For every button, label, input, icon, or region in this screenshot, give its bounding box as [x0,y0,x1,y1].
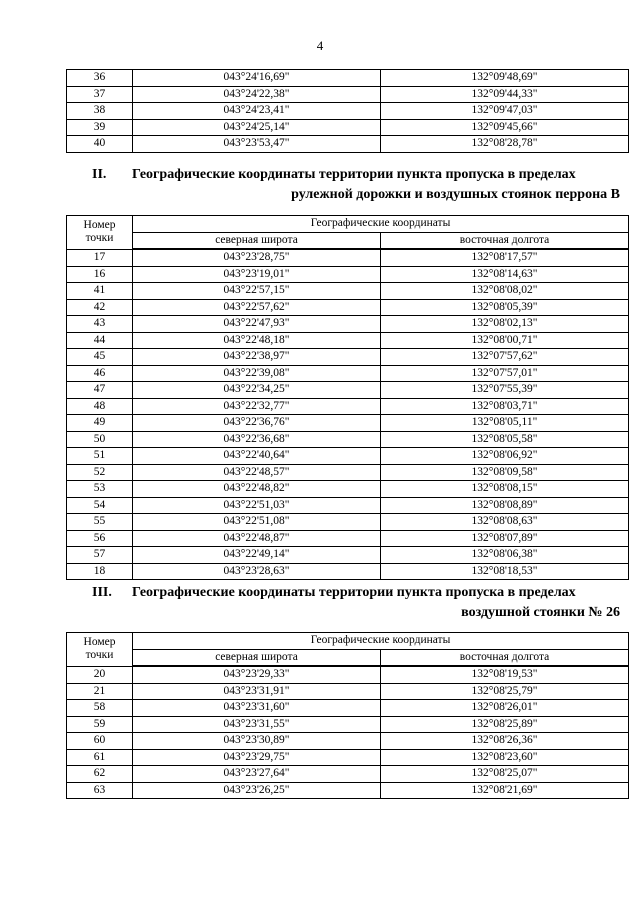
longitude-cell: 132°08'19,53" [381,666,629,683]
table-row [67,700,629,717]
latitude-cell: 043°23'31,55" [133,716,381,733]
latitude-cell: 043°22'40,64" [133,448,381,465]
latitude-cell: 043°22'48,82" [133,481,381,498]
point-number-cell: 58 [67,700,133,717]
latitude-cell: 043°24'25,14" [133,119,381,136]
table-row [67,398,629,415]
latitude-cell: 043°22'38,97" [133,349,381,366]
header-num-line1: Номер [83,636,116,649]
point-number-cell: 20 [67,666,133,683]
header-num-line1: Номер [83,219,116,232]
latitude-cell: 043°22'48,57" [133,464,381,481]
latitude-cell: 043°22'39,08" [133,365,381,382]
header-longitude: восточная долгота [381,232,629,249]
longitude-cell: 132°08'25,89" [381,716,629,733]
table-row [67,249,629,266]
table-row [67,547,629,564]
point-number-cell: 46 [67,365,133,382]
latitude-cell: 043°22'48,18" [133,332,381,349]
table-row [67,782,629,799]
table-row [67,349,629,366]
header-point-number [67,216,133,250]
point-number-cell: 49 [67,415,133,432]
longitude-cell: 132°08'25,07" [381,766,629,783]
point-number-cell: 54 [67,497,133,514]
table-row [67,497,629,514]
longitude-cell: 132°09'47,03" [381,103,629,120]
longitude-cell: 132°08'05,39" [381,299,629,316]
longitude-cell: 132°08'06,92" [381,448,629,465]
longitude-cell: 132°08'18,53" [381,563,629,580]
latitude-cell: 043°22'32,77" [133,398,381,415]
table-row [67,481,629,498]
longitude-cell: 132°08'00,71" [381,332,629,349]
section-title-line2: рулежной дорожки и воздушных стоянок перрона В [291,187,620,202]
latitude-cell: 043°24'22,38" [133,86,381,103]
header-num-line2: точки [85,649,114,662]
coordinates-table-continued [66,69,629,153]
point-number-cell: 63 [67,782,133,799]
latitude-cell: 043°23'28,75" [133,249,381,266]
latitude-cell: 043°22'57,62" [133,299,381,316]
longitude-cell: 132°08'17,57" [381,249,629,266]
longitude-cell: 132°08'23,60" [381,749,629,766]
table-row [67,86,629,103]
point-number-cell: 21 [67,683,133,700]
table-row [67,299,629,316]
point-number-cell: 17 [67,249,133,266]
table-body [67,249,629,580]
table-row [67,332,629,349]
section-title-line1: Географические координаты территории пункта пропуска в пределах [132,167,576,182]
longitude-cell: 132°08'08,89" [381,497,629,514]
latitude-cell: 043°22'34,25" [133,382,381,399]
header-num-line2: точки [85,232,114,245]
table-row [67,136,629,153]
longitude-cell: 132°07'57,01" [381,365,629,382]
point-number-cell: 44 [67,332,133,349]
point-number-cell: 55 [67,514,133,531]
longitude-cell: 132°08'02,13" [381,316,629,333]
page-number: 4 [316,38,324,53]
table-row [67,415,629,432]
latitude-cell: 043°22'49,14" [133,547,381,564]
latitude-cell: 043°22'36,68" [133,431,381,448]
table-row [67,431,629,448]
point-number-cell: 56 [67,530,133,547]
table-row [67,530,629,547]
table-row [67,563,629,580]
table-row [67,365,629,382]
table-row [67,514,629,531]
header-latitude: северная широта [133,649,381,666]
point-number-cell: 41 [67,283,133,300]
longitude-cell: 132°08'21,69" [381,782,629,799]
longitude-cell: 132°09'45,66" [381,119,629,136]
latitude-cell: 043°22'47,93" [133,316,381,333]
table-row [67,666,629,683]
point-number-cell: 50 [67,431,133,448]
longitude-cell: 132°09'44,33" [381,86,629,103]
longitude-cell: 132°08'09,58" [381,464,629,481]
latitude-cell: 043°23'27,64" [133,766,381,783]
latitude-cell: 043°23'53,47" [133,136,381,153]
table-header [67,216,629,250]
table-header [67,633,629,667]
header-latitude: северная широта [133,232,381,249]
section-number: II. [92,167,107,182]
longitude-cell: 132°08'06,38" [381,547,629,564]
header-point-number [67,633,133,667]
point-number-cell: 62 [67,766,133,783]
latitude-cell: 043°23'29,75" [133,749,381,766]
table-row [67,283,629,300]
latitude-cell: 043°24'16,69" [133,70,381,87]
point-number-cell: 36 [67,70,133,87]
table-row [67,766,629,783]
longitude-cell: 132°09'48,69" [381,70,629,87]
table-body [67,666,629,799]
latitude-cell: 043°23'29,33" [133,666,381,683]
latitude-cell: 043°22'51,08" [133,514,381,531]
header-geo-coordinates: Географические координаты [133,633,629,650]
longitude-cell: 132°08'28,78" [381,136,629,153]
point-number-cell: 52 [67,464,133,481]
section-title-line1: Географические координаты территории пункта пропуска в пределах [132,585,576,600]
latitude-cell: 043°23'31,60" [133,700,381,717]
table-row [67,749,629,766]
point-number-cell: 47 [67,382,133,399]
longitude-cell: 132°08'08,15" [381,481,629,498]
point-number-cell: 53 [67,481,133,498]
longitude-cell: 132°08'14,63" [381,266,629,283]
longitude-cell: 132°07'57,62" [381,349,629,366]
latitude-cell: 043°22'51,03" [133,497,381,514]
table-body [67,70,629,153]
table-row [67,70,629,87]
table-row [67,464,629,481]
longitude-cell: 132°08'25,79" [381,683,629,700]
point-number-cell: 40 [67,136,133,153]
latitude-cell: 043°23'26,25" [133,782,381,799]
latitude-cell: 043°23'30,89" [133,733,381,750]
point-number-cell: 51 [67,448,133,465]
point-number-cell: 48 [67,398,133,415]
latitude-cell: 043°24'23,41" [133,103,381,120]
table-row [67,733,629,750]
longitude-cell: 132°08'08,02" [381,283,629,300]
table-row [67,266,629,283]
point-number-cell: 45 [67,349,133,366]
point-number-cell: 42 [67,299,133,316]
section-number: III. [92,585,112,600]
point-number-cell: 37 [67,86,133,103]
longitude-cell: 132°08'26,01" [381,700,629,717]
longitude-cell: 132°08'26,36" [381,733,629,750]
point-number-cell: 60 [67,733,133,750]
point-number-cell: 57 [67,547,133,564]
longitude-cell: 132°08'08,63" [381,514,629,531]
point-number-cell: 38 [67,103,133,120]
point-number-cell: 59 [67,716,133,733]
section-title-line2: воздушной стоянки № 26 [461,605,620,620]
table-row [67,316,629,333]
point-number-cell: 61 [67,749,133,766]
table-row [67,716,629,733]
point-number-cell: 43 [67,316,133,333]
latitude-cell: 043°22'57,15" [133,283,381,300]
longitude-cell: 132°07'55,39" [381,382,629,399]
coordinates-table-perron-b [66,215,629,580]
latitude-cell: 043°23'28,63" [133,563,381,580]
longitude-cell: 132°08'07,89" [381,530,629,547]
table-row [67,683,629,700]
point-number-cell: 18 [67,563,133,580]
latitude-cell: 043°23'19,01" [133,266,381,283]
header-geo-coordinates: Географические координаты [133,216,629,233]
table-row [67,448,629,465]
point-number-cell: 39 [67,119,133,136]
table-row [67,382,629,399]
latitude-cell: 043°22'36,76" [133,415,381,432]
longitude-cell: 132°08'03,71" [381,398,629,415]
longitude-cell: 132°08'05,11" [381,415,629,432]
point-number-cell: 16 [67,266,133,283]
header-longitude: восточная долгота [381,649,629,666]
latitude-cell: 043°22'48,87" [133,530,381,547]
longitude-cell: 132°08'05,58" [381,431,629,448]
coordinates-table-stand-26 [66,632,629,799]
table-row [67,119,629,136]
table-row [67,103,629,120]
latitude-cell: 043°23'31,91" [133,683,381,700]
